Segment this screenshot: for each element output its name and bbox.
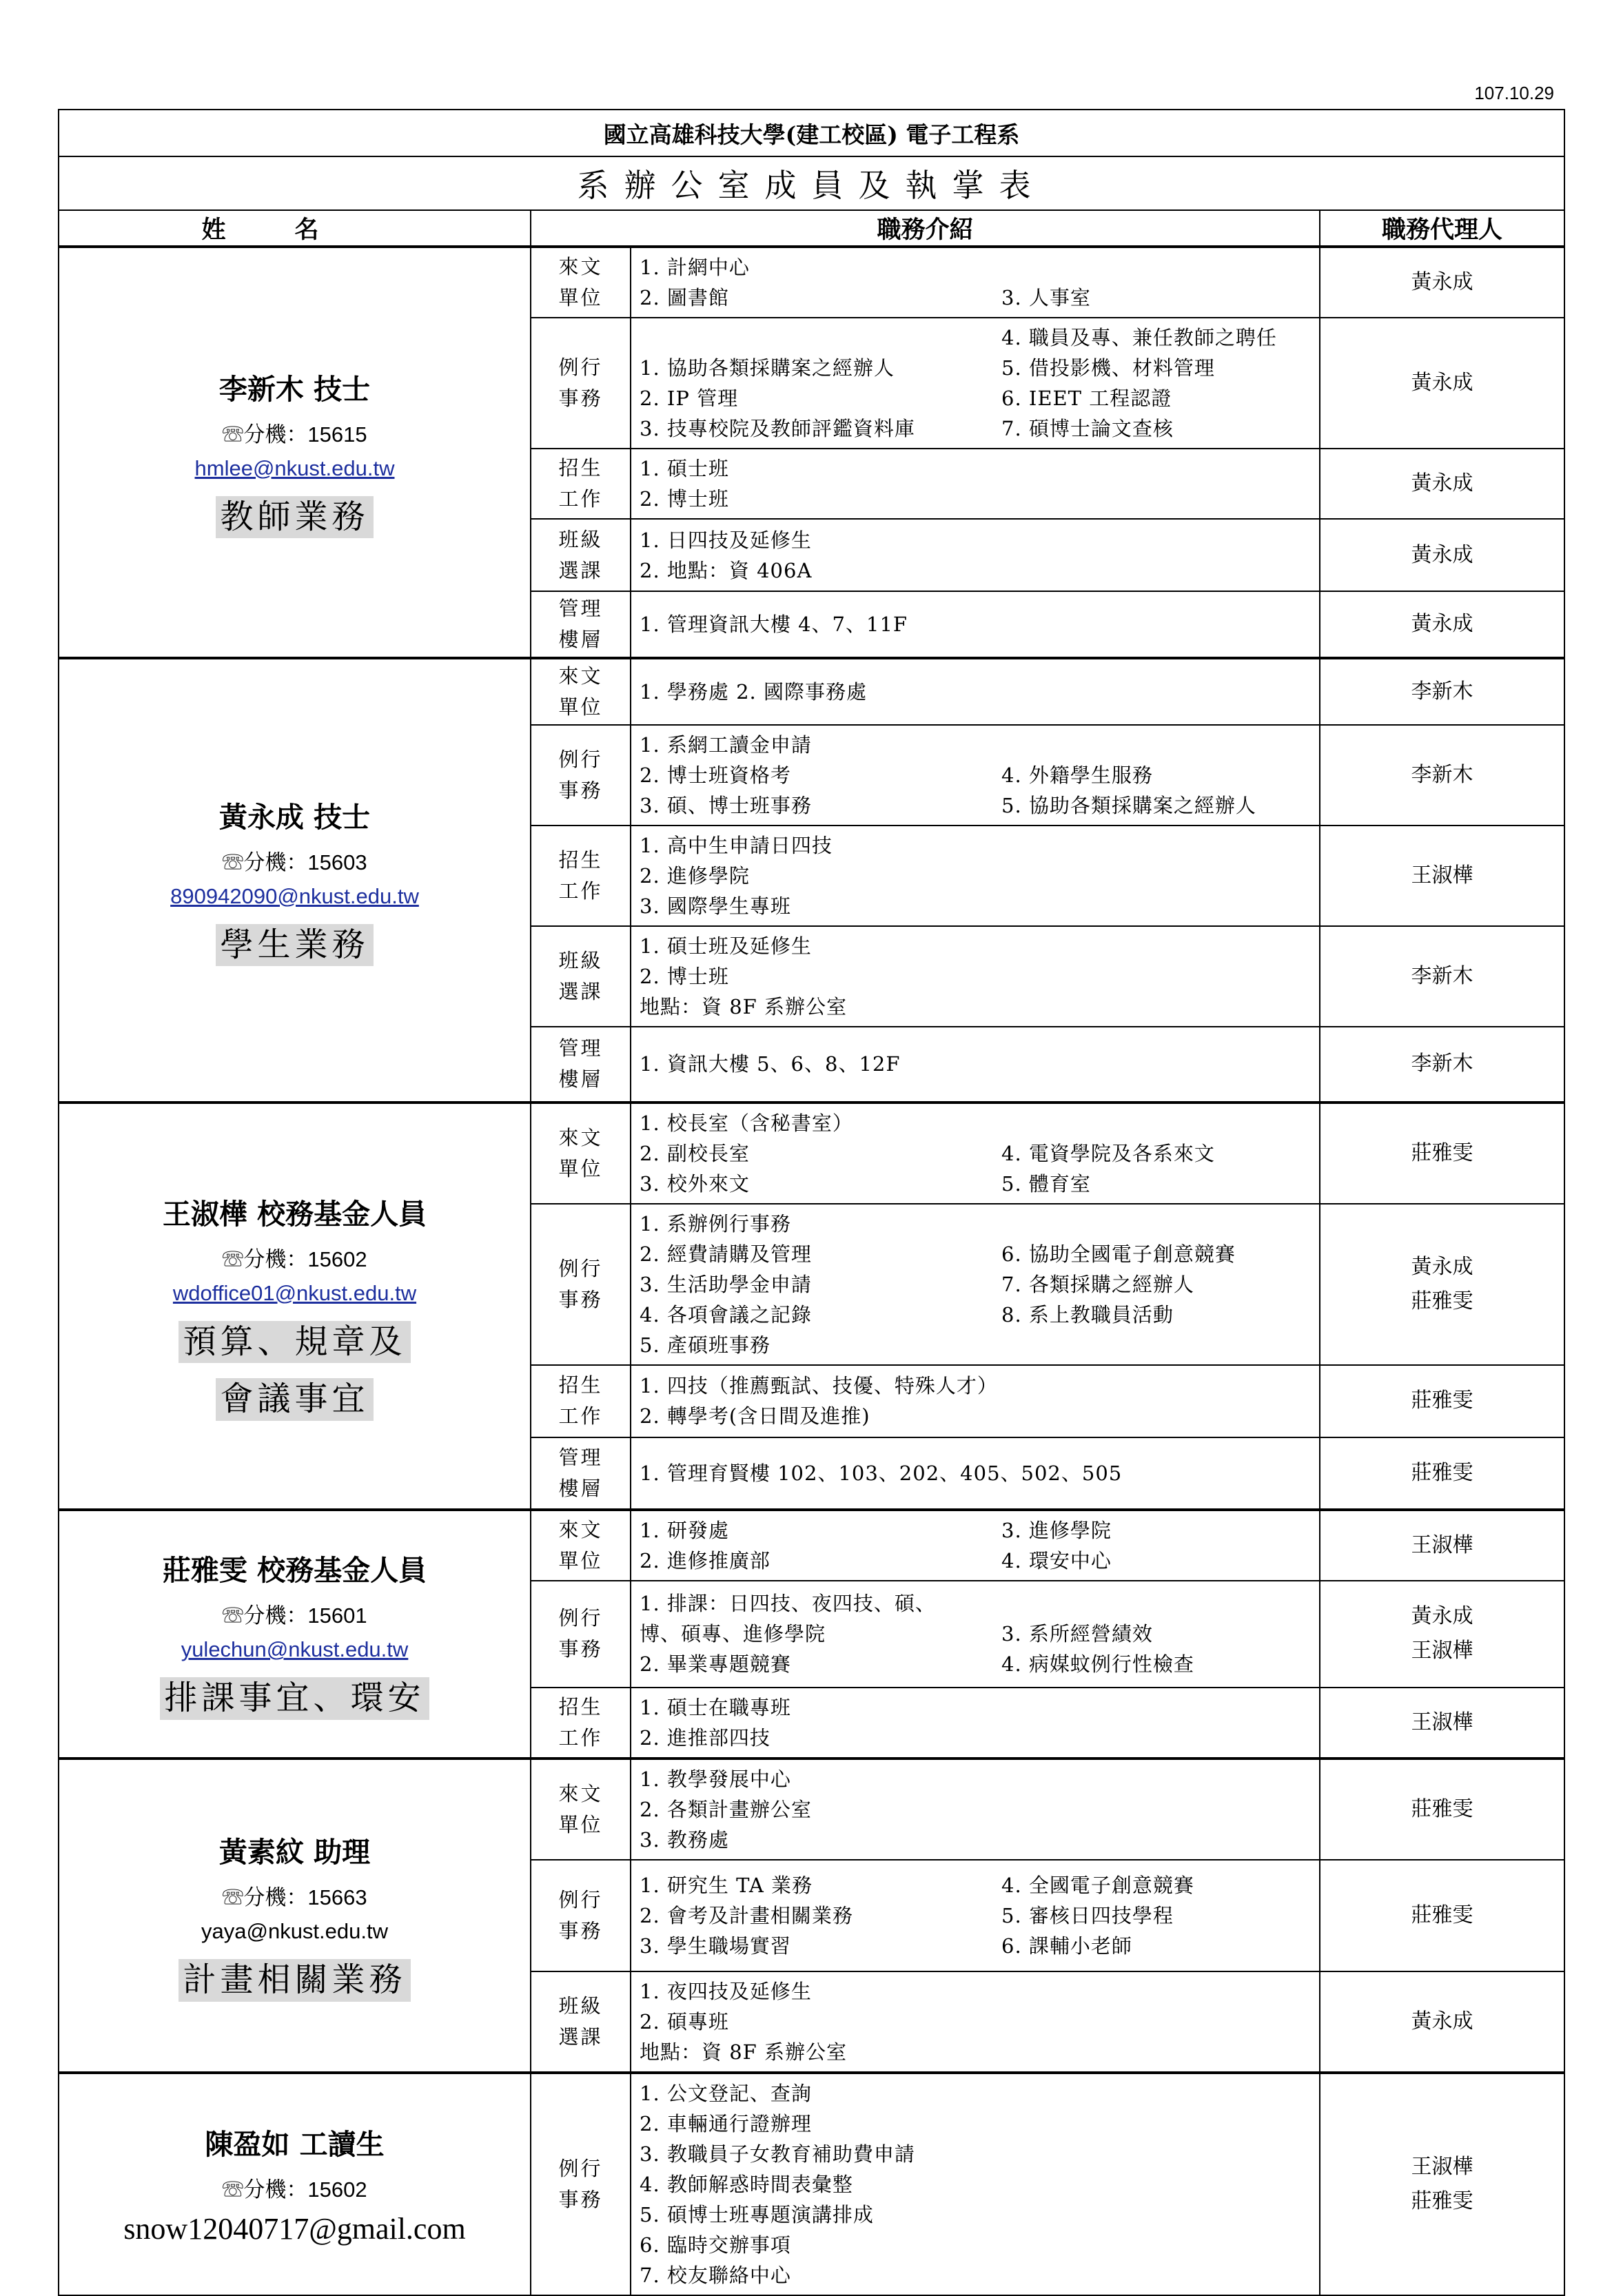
deputy-name: 莊雅雯 [1411,1796,1473,1821]
duty-item: 5. 產碩班事務 [640,1333,771,1357]
duty-category: 管理樓層 [531,1027,631,1103]
email-link[interactable]: yulechun@nkust.edu.tw [181,1637,409,1662]
duty-item [1001,1108,1311,1138]
duty-list [631,2073,1320,2295]
duty-item: 3. 校外來文 [640,1171,750,1196]
responsibility-area: 排課事宜、環安 [160,1677,429,1720]
duty-category: 班級選課 [531,1971,631,2073]
duty-item: 2. 地點：資 406A [640,558,813,582]
duty-item: 2. 進修推廣部 [640,1548,771,1572]
duty-item: 2. 轉學考(含日間及進推) [640,1404,870,1428]
duty-item: 6. 臨時交辦事項 [640,2233,791,2257]
duty-item: 4. 電資學院及各系來文 [1001,1141,1215,1165]
deputy-cell [1320,1759,1564,1860]
university-header: 國立高雄科技大學(建工校區) 電子工程系 [59,110,1564,156]
duty-item: 1. 夜四技及延修生 [640,1979,812,2003]
duty-category: 來文單位 [531,1103,631,1204]
deputy-name: 王淑樺 [1411,1710,1473,1734]
duty-item: 6. 協助全國電子創意競賽 [1001,1242,1236,1266]
duty-list [631,1971,1320,2073]
person-name: 黃永成 技士 [218,800,371,834]
duty-item: 5. 體育室 [1001,1171,1091,1196]
duty-item: 7. 各類採購之經辦人 [1001,1272,1194,1296]
duty-category: 例行事務 [531,1581,631,1688]
deputy-name: 黃永成 [1411,270,1473,294]
duty-list [631,725,1320,826]
person-cell [59,1510,531,1759]
duty-list [631,1510,1320,1581]
person-cell [59,1759,531,2073]
deputy-name: 黃永成 [1411,611,1473,636]
duty-category: 招生工作 [531,449,631,519]
duty-category: 例行事務 [531,725,631,826]
responsibility-area: 學生業務 [216,924,373,967]
person-name: 李新木 技士 [218,372,371,406]
duty-item: 2. 博士班資格考 [640,763,791,787]
duty-item: 3. 生活助學金申請 [640,1272,812,1296]
deputy-cell [1320,1204,1564,1365]
extension-number: ☏分機：15603 [222,850,367,874]
deputy-cell [1320,1860,1564,1971]
document-date: 107.10.29 [1474,83,1554,103]
duty-item: 5. 協助各類採購案之經辦人 [1001,793,1256,817]
deputy-cell [1320,449,1564,519]
person-cell [59,658,531,1103]
duty-item: 2. 碩專班 [640,2009,729,2033]
responsibility-area: 計畫相關業務 [178,1959,410,2002]
duty-item: 1. 資訊大樓 5、6、8、12F [640,1052,901,1076]
duty-list [631,591,1320,658]
deputy-name: 黃永成 [1411,542,1473,567]
duty-item: 4. 全國電子創意競賽 [1001,1873,1194,1897]
duty-item: 1. 碩士班及延修生 [640,934,812,958]
email-link[interactable]: yaya@nkust.edu.tw [201,1918,388,1943]
deputy-cell [1320,1103,1564,1204]
duty-row [59,1103,1564,1204]
deputy-name: 莊雅雯 [1411,2189,1473,2213]
deputy-cell [1320,591,1564,658]
duty-item: 1. 研發處 [640,1518,729,1542]
duty-item: 2. 經費請購及管理 [640,1242,812,1266]
duty-item: 1. 管理資訊大樓 4、7、11F [640,612,908,636]
duty-item: 3. 人事室 [1001,286,1091,309]
duty-list [631,1027,1320,1103]
duty-item: 2. 副校長室 [640,1141,750,1165]
duty-category: 來文單位 [531,247,631,318]
duty-category: 例行事務 [531,2073,631,2295]
duty-category: 管理樓層 [531,1437,631,1510]
deputy-name: 李新木 [1411,1052,1473,1076]
extension-number: ☏分機：15615 [222,422,367,447]
duty-item: 1. 計網中心 [640,256,750,279]
deputy-cell [1320,1510,1564,1581]
duty-list [631,318,1320,449]
column-header-duties: 職務介紹 [531,210,1320,247]
duty-item: 5. 借投影機、材料管理 [1001,356,1215,380]
duty-item: 1. 公文登記、查詢 [640,2081,812,2105]
person-cell [59,1103,531,1510]
duty-item: 7. 碩博士論文查核 [1001,417,1174,440]
duty-item: 地點：資 8F 系辦公室 [640,994,848,1018]
deputy-cell [1320,926,1564,1027]
duty-item: 1. 日四技及延修生 [640,528,812,552]
person-name: 黃素紋 助理 [218,1835,371,1869]
deputy-name: 黃永成 [1411,1254,1473,1279]
duty-list [631,1860,1320,1971]
deputy-cell [1320,1365,1564,1437]
duty-item: 3. 教職員子女教育補助費申請 [640,2142,915,2166]
duty-item: 2. 車輛通行證辦理 [640,2111,812,2135]
responsibility-area: 預算、規章及 [178,1321,410,1364]
duty-item: 1. 碩士在職專班 [640,1695,791,1719]
deputy-cell [1320,1027,1564,1103]
person-cell [59,2073,531,2295]
duty-item: 1. 碩士班 [640,457,729,480]
deputy-cell [1320,318,1564,449]
duty-item: 1. 高中生申請日四技 [640,833,833,857]
duty-item [640,322,1001,353]
duty-item: 1. 研究生 TA 業務 [640,1873,813,1897]
duty-row [59,658,1564,725]
duty-item: 7. 校友聯絡中心 [640,2263,791,2287]
duty-item: 4. 環安中心 [1001,1548,1112,1572]
deputy-cell [1320,725,1564,826]
deputy-cell [1320,1581,1564,1688]
extension-number: ☏分機：15602 [222,1247,367,1271]
duty-item: 1. 四技（推薦甄試、技優、特殊人才） [640,1374,998,1398]
duty-item: 2. 進推部四技 [640,1725,771,1750]
duty-category: 招生工作 [531,1688,631,1759]
column-header-name: 姓名 [59,210,531,247]
duty-category: 例行事務 [531,318,631,449]
duty-category: 例行事務 [531,1860,631,1971]
extension-number: ☏分機：15601 [222,1603,367,1628]
duty-list [631,247,1320,318]
deputy-name: 黃永成 [1411,371,1473,395]
duty-category: 來文單位 [531,1510,631,1581]
duty-item: 3. 教務處 [640,1827,729,1852]
duty-list [631,1365,1320,1437]
deputy-name: 李新木 [1411,963,1473,988]
duty-item: 2. 進修學院 [640,863,750,888]
duty-row [59,2073,1564,2295]
duty-item: 5. 審核日四技學程 [1001,1903,1174,1927]
duty-table [58,109,1565,2296]
duty-item: 2. 博士班 [640,487,729,511]
duty-item: 1. 系網工讀金申請 [640,732,812,757]
duty-item: 地點：資 8F 系辦公室 [640,2040,848,2064]
duty-category: 班級選課 [531,926,631,1027]
deputy-name: 李新木 [1411,762,1473,787]
deputy-cell [1320,826,1564,926]
duty-list [631,1103,1320,1204]
duty-item: 3. 學生職場實習 [640,1934,791,1958]
email-link[interactable]: hmlee@nkust.edu.tw [194,455,395,480]
duty-item [1001,1209,1311,1239]
duty-item: 4. 外籍學生服務 [1001,763,1153,787]
duty-list [631,1759,1320,1860]
document-title: 系辦公室成員及執掌表 [59,156,1564,210]
deputy-name: 王淑樺 [1411,1639,1473,1663]
duty-row [59,1759,1564,1860]
deputy-name: 莊雅雯 [1411,1140,1473,1165]
deputy-name: 李新木 [1411,679,1473,704]
duty-item: 2. 畢業專題競賽 [640,1652,791,1677]
duty-list [631,449,1320,519]
email-link[interactable]: wdoffice01@nkust.edu.tw [172,1280,417,1305]
duty-item: 2. IP 管理 [640,387,739,410]
duty-item: 3. 國際學生專班 [640,894,791,918]
duty-item [1001,1588,1311,1619]
deputy-name: 王淑樺 [1411,2154,1473,2179]
duty-item: 6. IEET 工程認證 [1001,387,1172,410]
deputy-cell [1320,1971,1564,2073]
duty-item: 4. 病媒蚊例行性檢查 [1001,1652,1194,1677]
duty-item: 3. 進修學院 [1001,1518,1112,1542]
duty-item: 4. 職員及專、兼任教師之聘任 [1001,326,1277,349]
duty-category: 來文單位 [531,658,631,725]
deputy-cell [1320,2073,1564,2295]
duty-item: 6. 課輔小老師 [1001,1934,1132,1958]
responsibility-area: 會議事宜 [216,1378,373,1421]
duty-item [1001,730,1311,760]
duty-item: 1. 校長室（含秘書室） [640,1111,853,1135]
deputy-name: 莊雅雯 [1411,1903,1473,1927]
person-cell [59,247,531,658]
person-name: 莊雅雯 校務基金人員 [162,1554,427,1588]
deputy-cell [1320,658,1564,725]
duty-item: 1. 學務處 2. 國際事務處 [640,679,867,704]
extension-number: ☏分機：15663 [222,1885,367,1909]
deputy-name: 黃永成 [1411,471,1473,495]
duty-category: 班級選課 [531,519,631,591]
duty-item [1001,252,1311,283]
duty-item: 8. 系上教職員活動 [1001,1302,1174,1326]
duty-category: 招生工作 [531,1365,631,1437]
duty-item: 2. 各類計畫辦公室 [640,1797,812,1821]
duty-category: 例行事務 [531,1204,631,1365]
extension-number: ☏分機：15602 [222,2177,367,2202]
duty-item: 1. 教學發展中心 [640,1767,791,1791]
deputy-name: 莊雅雯 [1411,1388,1473,1413]
duty-item: 5. 碩博士班專題演講排成 [640,2202,874,2226]
responsibility-area: 教師業務 [216,496,373,539]
person-name: 王淑樺 校務基金人員 [162,1197,427,1231]
deputy-name: 黃永成 [1411,2009,1473,2033]
duty-item: 4. 各項會議之記錄 [640,1302,812,1326]
duty-list [631,926,1320,1027]
deputy-name: 莊雅雯 [1411,1460,1473,1485]
email-link[interactable]: 890942090@nkust.edu.tw [170,883,419,908]
duty-item: 4. 教師解惑時間表彙整 [640,2172,853,2196]
duty-list [631,1581,1320,1688]
deputy-name: 莊雅雯 [1411,1289,1473,1313]
duty-row [59,247,1564,318]
duty-category: 來文單位 [531,1759,631,1860]
duty-item: 3. 碩、博士班事務 [640,793,812,817]
deputy-cell [1320,1688,1564,1759]
deputy-cell [1320,1437,1564,1510]
duty-list [631,826,1320,926]
duty-list [631,1204,1320,1365]
email-link[interactable]: snow12040717@gmail.com [123,2212,466,2246]
deputy-name: 王淑樺 [1411,863,1473,888]
duty-item: 2. 會考及計畫相關業務 [640,1903,853,1927]
duty-item: 2. 圖書館 [640,286,729,309]
duty-item: 1. 協助各類採購案之經辦人 [640,356,895,380]
duty-list [631,658,1320,725]
duty-category: 管理樓層 [531,591,631,658]
duty-row [59,1510,1564,1581]
duty-list [631,1437,1320,1510]
duty-item: 3. 系所經營績效 [1001,1622,1153,1646]
duty-item: 1. 排課：日四技、夜四技、碩、 [640,1592,936,1616]
deputy-cell [1320,519,1564,591]
duty-item: 3. 技專校院及教師評鑑資料庫 [640,417,915,440]
column-header-agent: 職務代理人 [1320,210,1564,247]
duty-list [631,1688,1320,1759]
duty-item: 博、碩專、進修學院 [640,1622,826,1646]
duty-item: 2. 博士班 [640,964,729,988]
duty-list [631,519,1320,591]
duty-category: 招生工作 [531,826,631,926]
deputy-name: 王淑樺 [1411,1533,1473,1557]
duty-item: 1. 系辦例行事務 [640,1211,791,1236]
person-name: 陳盈如 工讀生 [205,2128,385,2162]
deputy-name: 黃永成 [1411,1604,1473,1629]
duty-item: 1. 管理育賢樓 102、103、202、405、502、505 [640,1461,1123,1485]
deputy-cell [1320,247,1564,318]
